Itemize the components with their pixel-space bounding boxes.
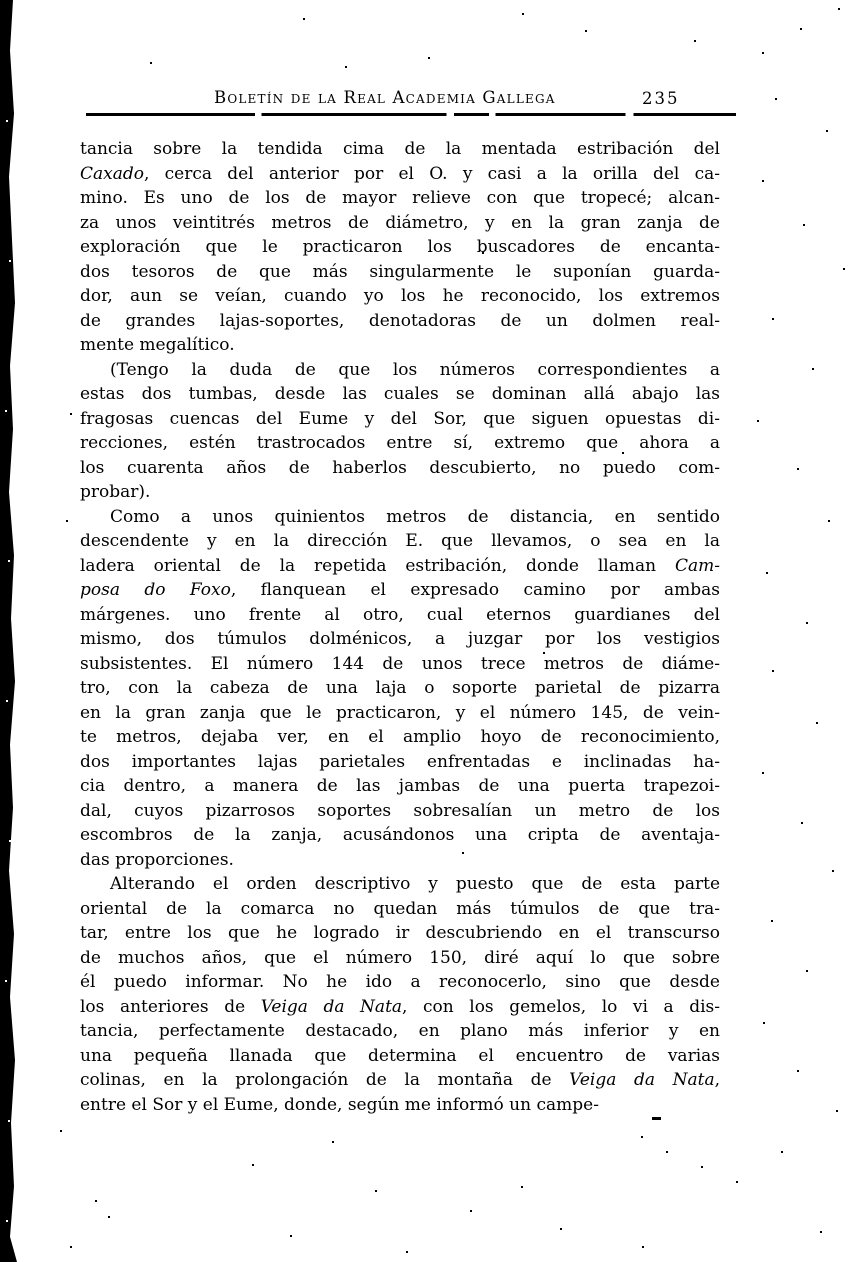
text-line: dos tesoros de que más singularmente le suponían guarda-: [80, 261, 720, 282]
text-line: Caxado, cerca del anterior por el O. y casi a la orilla del ca-: [80, 163, 720, 184]
text-line: dor, aun se veían, cuando yo los he reconocido, los extremos: [80, 286, 720, 306]
text-line: subsistentes. El número 144 de unos trece metros de diáme-: [80, 653, 720, 674]
text-line: dal, cuyos pizarrosos soportes sobresalían un metro de los: [80, 800, 720, 821]
text-line: escombros de la zanja, acusándonos una cripta de aventaja-: [80, 825, 720, 845]
text-line: márgenes. uno frente al otro, cual eternos guardianes del: [80, 604, 720, 625]
page-header: [86, 88, 740, 110]
text-line: posa do Foxo, flanquean el expresado camino por ambas: [80, 580, 720, 600]
paragraph: [80, 137, 720, 358]
text-line: descendente y en la dirección E. que llevamos, o sea en la: [80, 531, 720, 551]
text-line: colinas, en la prolongación de la montaña de Veiga da Nata,: [80, 1070, 720, 1090]
text-line: cia dentro, a manera de las jambas de una puerta trapezoi-: [80, 776, 720, 796]
text-line: dos importantes lajas parietales enfrentadas e inclinadas ha-: [80, 751, 720, 772]
text-line: recciones, estén trastrocados entre sí, extremo que ahora a: [80, 433, 720, 453]
text-line: te metros, dejaba ver, en el amplio hoyo de reconocimiento,: [80, 727, 720, 747]
text-line: tancia sobre la tendida cima de la mentada estribación del: [80, 139, 720, 159]
text-line: Como a unos quinientos metros de distancia, en sentido: [110, 506, 720, 527]
text-line: los anteriores de Veiga da Nata, con los gemelos, lo vi a dis-: [80, 996, 720, 1017]
text-line: de muchos años, que el número 150, diré aquí lo que sobre: [80, 947, 720, 968]
journal-title: Boletín de la Real Academia Gallega: [214, 88, 556, 107]
scan-binding-edge: [0, 0, 17, 1262]
text-line: za unos veintitrés metros de diámetro, y en la gran zanja de: [80, 212, 720, 233]
page-number: 235: [642, 89, 680, 108]
text-line: Alterando el orden descriptivo y puesto que de esta parte: [110, 874, 720, 894]
text-line: los cuarenta años de haberlos descubierto, no puedo com-: [80, 457, 720, 478]
text-line: ladera oriental de la repetida estribación, donde llaman Cam-: [80, 555, 720, 576]
text-line: tancia, perfectamente destacado, en plano más inferior y en: [80, 1021, 720, 1041]
text-line: mino. Es uno de los de mayor relieve con que tropecé; alcan-: [80, 188, 720, 208]
paragraph: [80, 872, 720, 1117]
text-line: estas dos tumbas, desde las cuales se dominan allá abajo las: [80, 384, 720, 404]
text-line: (Tengo la duda de que los números correspondientes a: [110, 359, 720, 380]
text-line: das proporciones.: [80, 849, 234, 870]
paragraph: [80, 505, 720, 873]
text-line: fragosas cuencas del Eume y del Sor, que siguen opuestas di-: [80, 408, 720, 429]
header-rule: [86, 113, 736, 116]
text-line: probar).: [80, 482, 151, 502]
scan-noise-specks: [0, 0, 2, 2]
body-text: [80, 137, 720, 1117]
text-line: mismo, dos túmulos dolménicos, a juzgar por los vestigios: [80, 629, 720, 649]
text-line: exploración que le practicaron los buscadores de encanta-: [80, 237, 720, 257]
text-line: tro, con la cabeza de una laja o soporte parietal de pizarra: [80, 678, 720, 698]
text-line: él puedo informar. No he ido a reconocerlo, sino que desde: [80, 972, 720, 992]
text-line: en la gran zanja que le practicaron, y el número 145, de vein-: [80, 702, 720, 723]
text-line: oriental de la comarca no quedan más túmulos de que tra-: [80, 898, 720, 919]
text-line: tar, entre los que he logrado ir descubriendo en el transcurso: [80, 923, 720, 943]
scan-dash-mark: [652, 1117, 661, 1120]
text-line: de grandes lajas-soportes, denotadoras de un dolmen real-: [80, 310, 720, 331]
text-line: mente megalítico.: [80, 335, 235, 355]
text-line: entre el Sor y el Eume, donde, según me informó un campe-: [80, 1094, 599, 1115]
text-line: una pequeña llanada que determina el encuentro de varias: [80, 1045, 720, 1066]
paragraph: [80, 358, 720, 505]
